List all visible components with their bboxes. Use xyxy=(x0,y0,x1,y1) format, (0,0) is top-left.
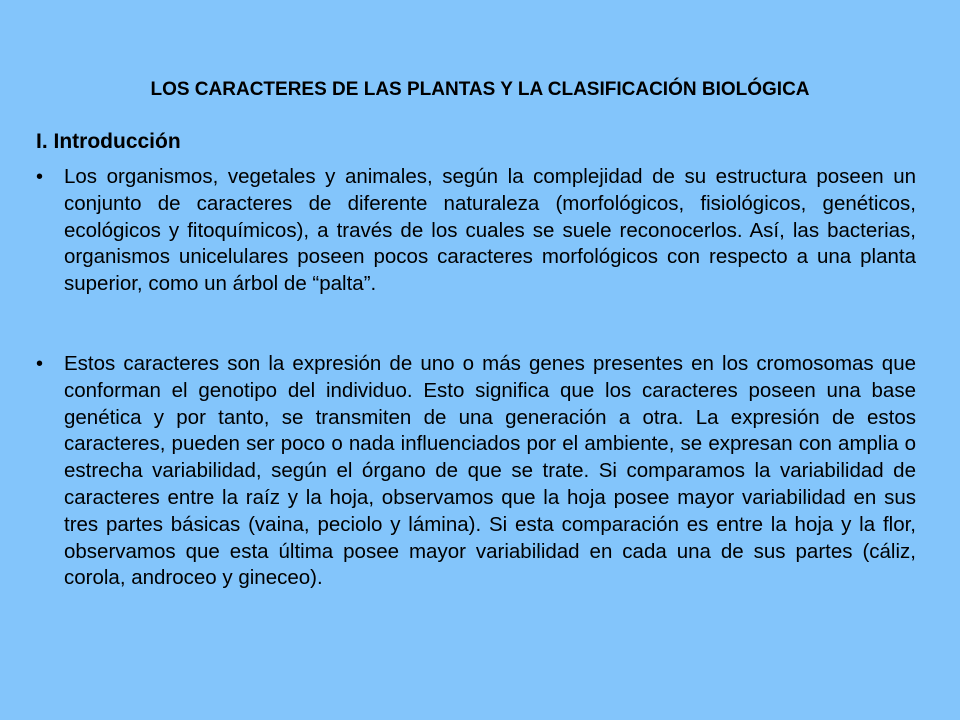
bullet-item xyxy=(36,164,916,298)
bullet-list xyxy=(36,164,916,592)
bullet-dot-icon: • xyxy=(36,352,44,375)
bullet-text: Los organismos, vegetales y animales, según la complejidad de su estructura poseen un conjunto de caracteres de diferente naturaleza (morfológicos, fisiológicos, genéticos, ecológicos y fitoquímicos), a través de los cuales se suele reconocerlos. Así, las bacterias, organismos unicelulares poseen pocos caracteres morfológicos con respecto a una planta superior, como un árbol de “palta”. xyxy=(64,165,916,296)
bullet-dot-icon: • xyxy=(36,166,44,188)
bullet-text: Estos caracteres son la expresión de uno o más genes presentes en los cromosomas que conforman el genotipo del individuo. Esto significa que los caracteres poseen una base genética y por tanto, se transmiten de una generación a otra. La expresión de estos caracteres, pueden ser poco o nada influenciados por el ambiente, se expresan con amplia o estrecha variabilidad, según el órgano de que se trate. Si comparamos la variabilidad de caracteres entre la raíz y la hoja, observamos que la hoja posee mayor variabilidad en sus tres partes básicas (vaina, peciolo y lámina). Si esta comparación es entre la hoja y la flor, observamos que esta última posee mayor variabilidad en cada una de sus partes (cáliz, corola, androceo y gineceo). xyxy=(64,351,916,590)
slide-title: LOS CARACTERES DE LAS PLANTAS Y LA CLASIFICACIÓN BIOLÓGICA xyxy=(150,79,810,100)
section-heading: I. Introducción xyxy=(36,130,181,153)
bullet-item xyxy=(36,351,916,592)
